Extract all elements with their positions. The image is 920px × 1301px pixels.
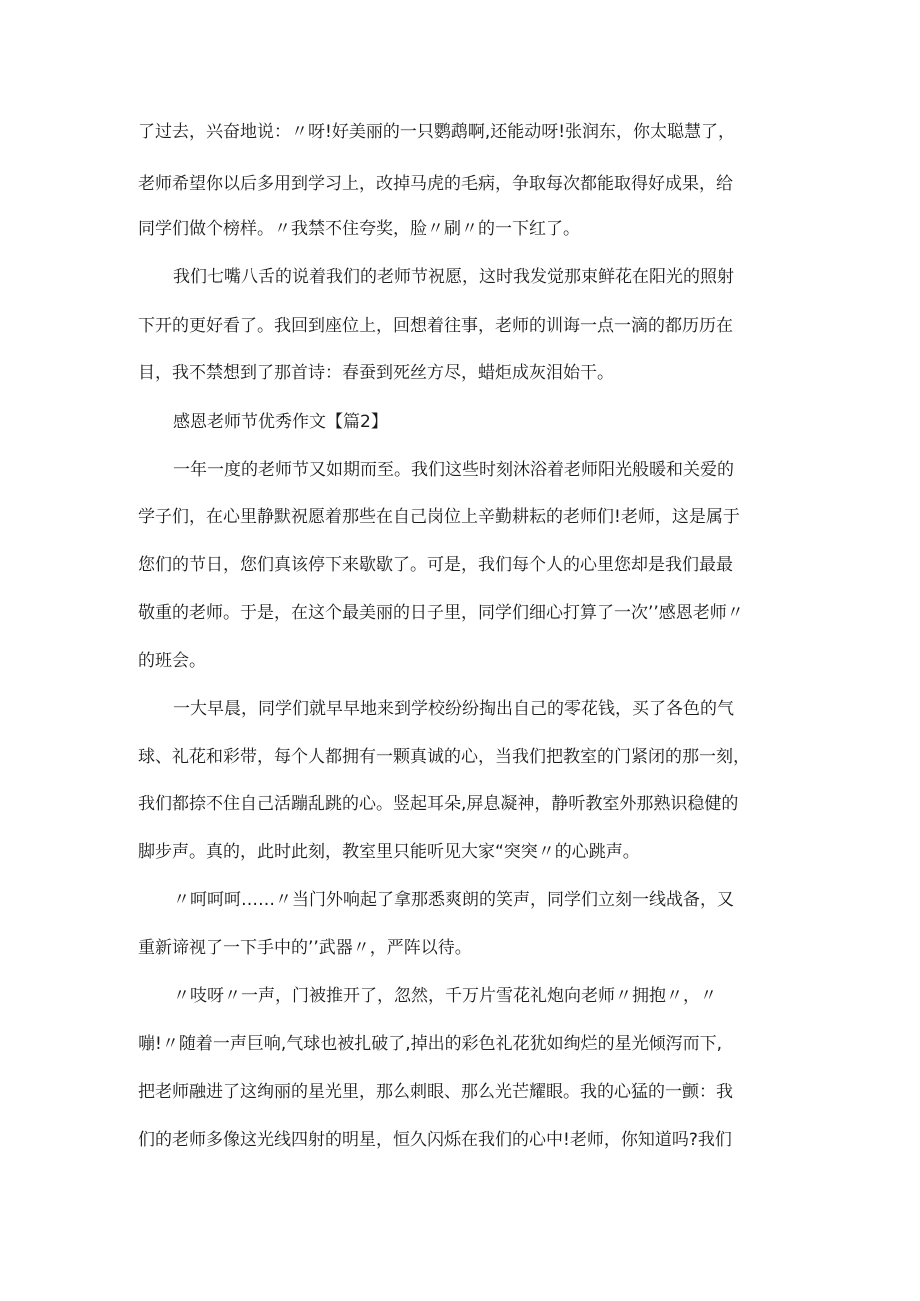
paragraph-6-line-3: 把老师融进了这绚丽的星光里，那么刺眼、那么光芒耀眼。我的心猛的一颤：我 bbox=[138, 1082, 733, 1102]
paragraph-3-line-1: 一年一度的老师节又如期而至。我们这些时刻沐浴着老师阳光般暖和关爱的 bbox=[173, 460, 734, 480]
paragraph-3-line-5: 的班会。 bbox=[138, 651, 206, 671]
paragraph-3-line-3: 您们的节日，您们真该停下来歇歇了。可是，我们每个人的心里您却是我们最最 bbox=[138, 555, 733, 575]
paragraph-6-line-4: 们的老师多像这光线四射的明星，恒久闪烁在我们的心中!老师，你知道吗?我们 bbox=[138, 1130, 732, 1150]
paragraph-2-line-2: 下开的更好看了。我回到座位上，回想着往事，老师的训诲一点一滴的都历历在 bbox=[138, 316, 733, 336]
paragraph-2-line-3: 目，我不禁想到了那首诗：春蚕到死丝方尽，蜡炬成灰泪始干。 bbox=[138, 363, 614, 383]
paragraph-6-line-1: 〃吱呀〃一声，门被推开了，忽然，千万片雪花礼炮向老师〃拥抱〃，〃 bbox=[173, 986, 717, 1006]
section-heading: 感恩老师节优秀作文【篇2】 bbox=[173, 412, 388, 432]
paragraph-1-line-2: 老师希望你以后多用到学习上，改掉马虎的毛病，争取每次都能取得好成果，给 bbox=[138, 174, 733, 194]
paragraph-5-line-2: 重新谛视了一下手中的’’武器〃，严阵以待。 bbox=[138, 938, 472, 958]
paragraph-2-line-1: 我们七嘴八舌的说着我们的老师节祝愿，这时我发觉那束鲜花在阳光的照射 bbox=[173, 267, 734, 287]
paragraph-5-line-1: 〃呵呵呵……〃当门外响起了拿那悉爽朗的笑声，同学们立刻一线战备，又 bbox=[173, 890, 734, 910]
paragraph-6-line-2: 嘣!〃随着一声巨响,气球也被扎破了,掉出的彩色礼花犹如绚烂的星光倾泻而下, bbox=[138, 1034, 723, 1054]
paragraph-4-line-3: 我们都捺不住自己活蹦乱跳的心。竖起耳朵,屏息凝神，静听教室外那熟识稳健的 bbox=[138, 794, 739, 814]
paragraph-1-line-1: 了过去，兴奋地说：〃呀!好美丽的一只鹦鹉啊,还能动呀!张润东，你太聪慧了， bbox=[138, 122, 736, 142]
paragraph-4-line-2: 球、礼花和彩带，每个人都拥有一颗真诚的心，当我们把教室的门紧闭的那一刻， bbox=[138, 747, 750, 767]
paragraph-3-line-4: 敬重的老师。于是，在这个最美丽的日子里，同学们细心打算了一次’’感恩老师〃 bbox=[138, 603, 744, 623]
paragraph-3-line-2: 学子们，在心里静默祝愿着那些在自己岗位上辛勤耕耘的老师们!老师，这是属于 bbox=[138, 507, 740, 527]
paragraph-4-line-1: 一大早晨，同学们就早早地来到学校纷纷掏出自己的零花钱，买了各色的气 bbox=[173, 699, 734, 719]
paragraph-1-line-3: 同学们做个榜样。〃我禁不住夸奖，脸〃刷〃的一下红了。 bbox=[138, 219, 580, 239]
paragraph-4-line-4: 脚步声。真的，此时此刻，教室里只能听见大家“突突〃的心跳声。 bbox=[138, 842, 640, 862]
